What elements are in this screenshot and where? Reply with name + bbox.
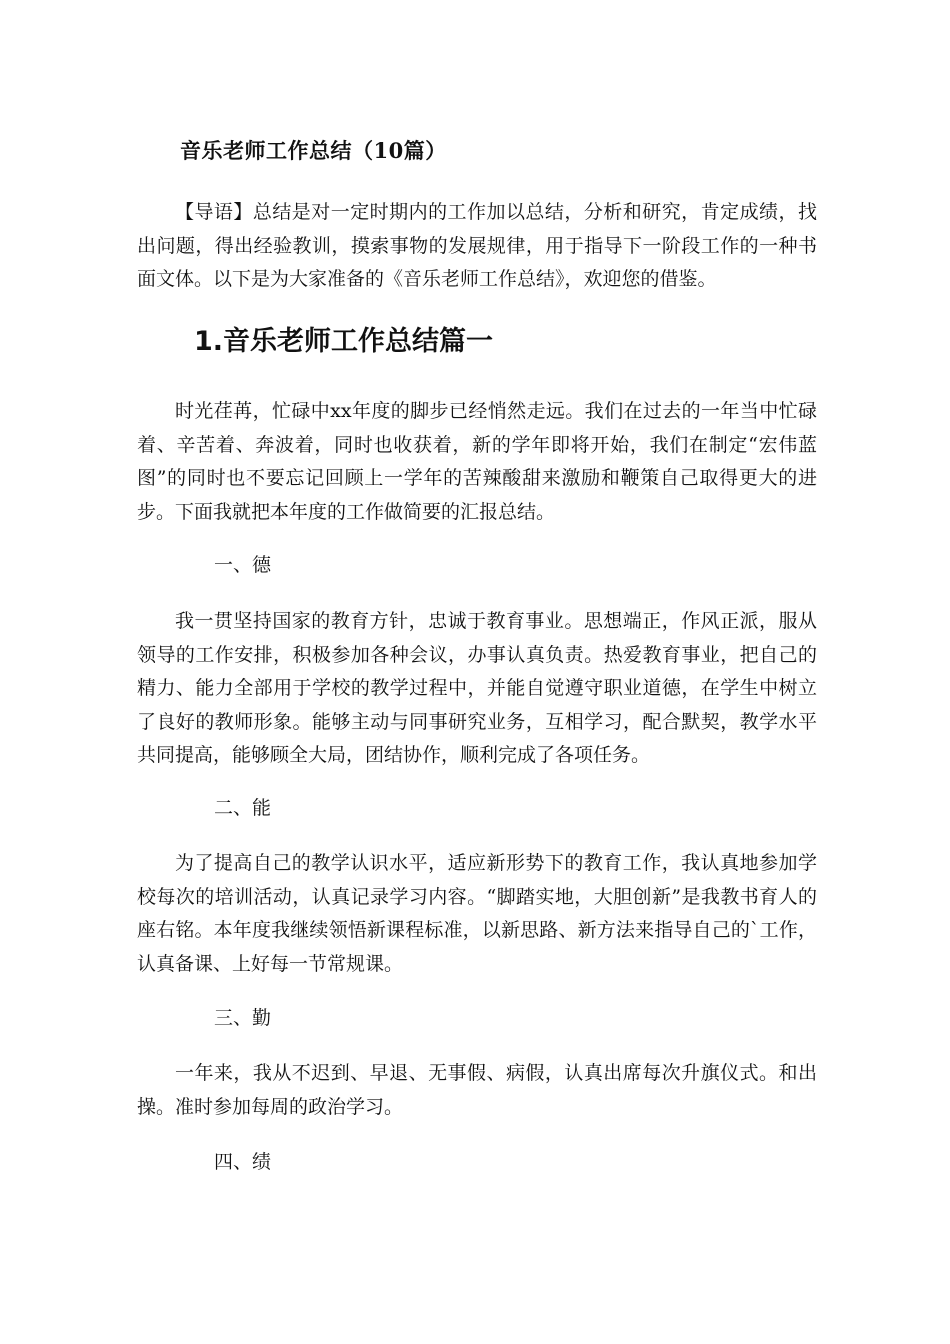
subheading-de: 一、德 — [214, 554, 272, 576]
document-title: 音乐老师工作总结（10篇） — [180, 138, 447, 163]
subheading-neng: 二、能 — [214, 797, 272, 819]
paragraph-qin: 一年来，我从不迟到、早退、无事假、病假，认真出席每次升旗仪式。和出操。准时参加每周的政治学习。 — [137, 1062, 817, 1118]
subheading-qin: 三、勤 — [214, 1007, 272, 1029]
paragraph-opening: 时光荏苒，忙碌中xx年度的脚步已经悄然走远。我们在过去的一年当中忙碌着、辛苦着、奔波着，同时也收获着，新的学年即将开始，我们在制定“宏伟蓝图”的同时也不要忘记回顾上一学年的苦辣酸甜来激励和鞭策自己取得更大的进步。下面我就把本年度的工作做简要的汇报总结。 — [137, 400, 817, 523]
paragraph-neng: 为了提高自己的教学认识水平，适应新形势下的教育工作，我认真地参加学校每次的培训活动，认真记录学习内容。“脚踏实地，大胆创新”是我教书育人的座右铭。本年度我继续领悟新课程标准，以新思路、新方法来指导自己的`工作，认真备课、上好每一节常规课。 — [137, 852, 817, 975]
section-heading: 1.音乐老师工作总结篇一 — [194, 326, 494, 357]
subheading-ji: 四、绩 — [214, 1151, 272, 1173]
paragraph-de: 我一贯坚持国家的教育方针，忠诚于教育事业。思想端正，作风正派，服从领导的工作安排，积极参加各种会议，办事认真负责。热爱教育事业，把自己的精力、能力全部用于学校的教学过程中，并能自觉遵守职业道德，在学生中树立了良好的教师形象。能够主动与同事研究业务，互相学习，配合默契，教学水平共同提高，能够顾全大局，团结协作，顺利完成了各项任务。 — [137, 610, 817, 766]
intro-paragraph: 【导语】总结是对一定时期内的工作加以总结，分析和研究，肯定成绩，找出问题，得出经验教训，摸索事物的发展规律，用于指导下一阶段工作的一种书面文体。以下是为大家准备的《音乐老师工作总结》，欢迎您的借鉴。 — [137, 201, 817, 290]
